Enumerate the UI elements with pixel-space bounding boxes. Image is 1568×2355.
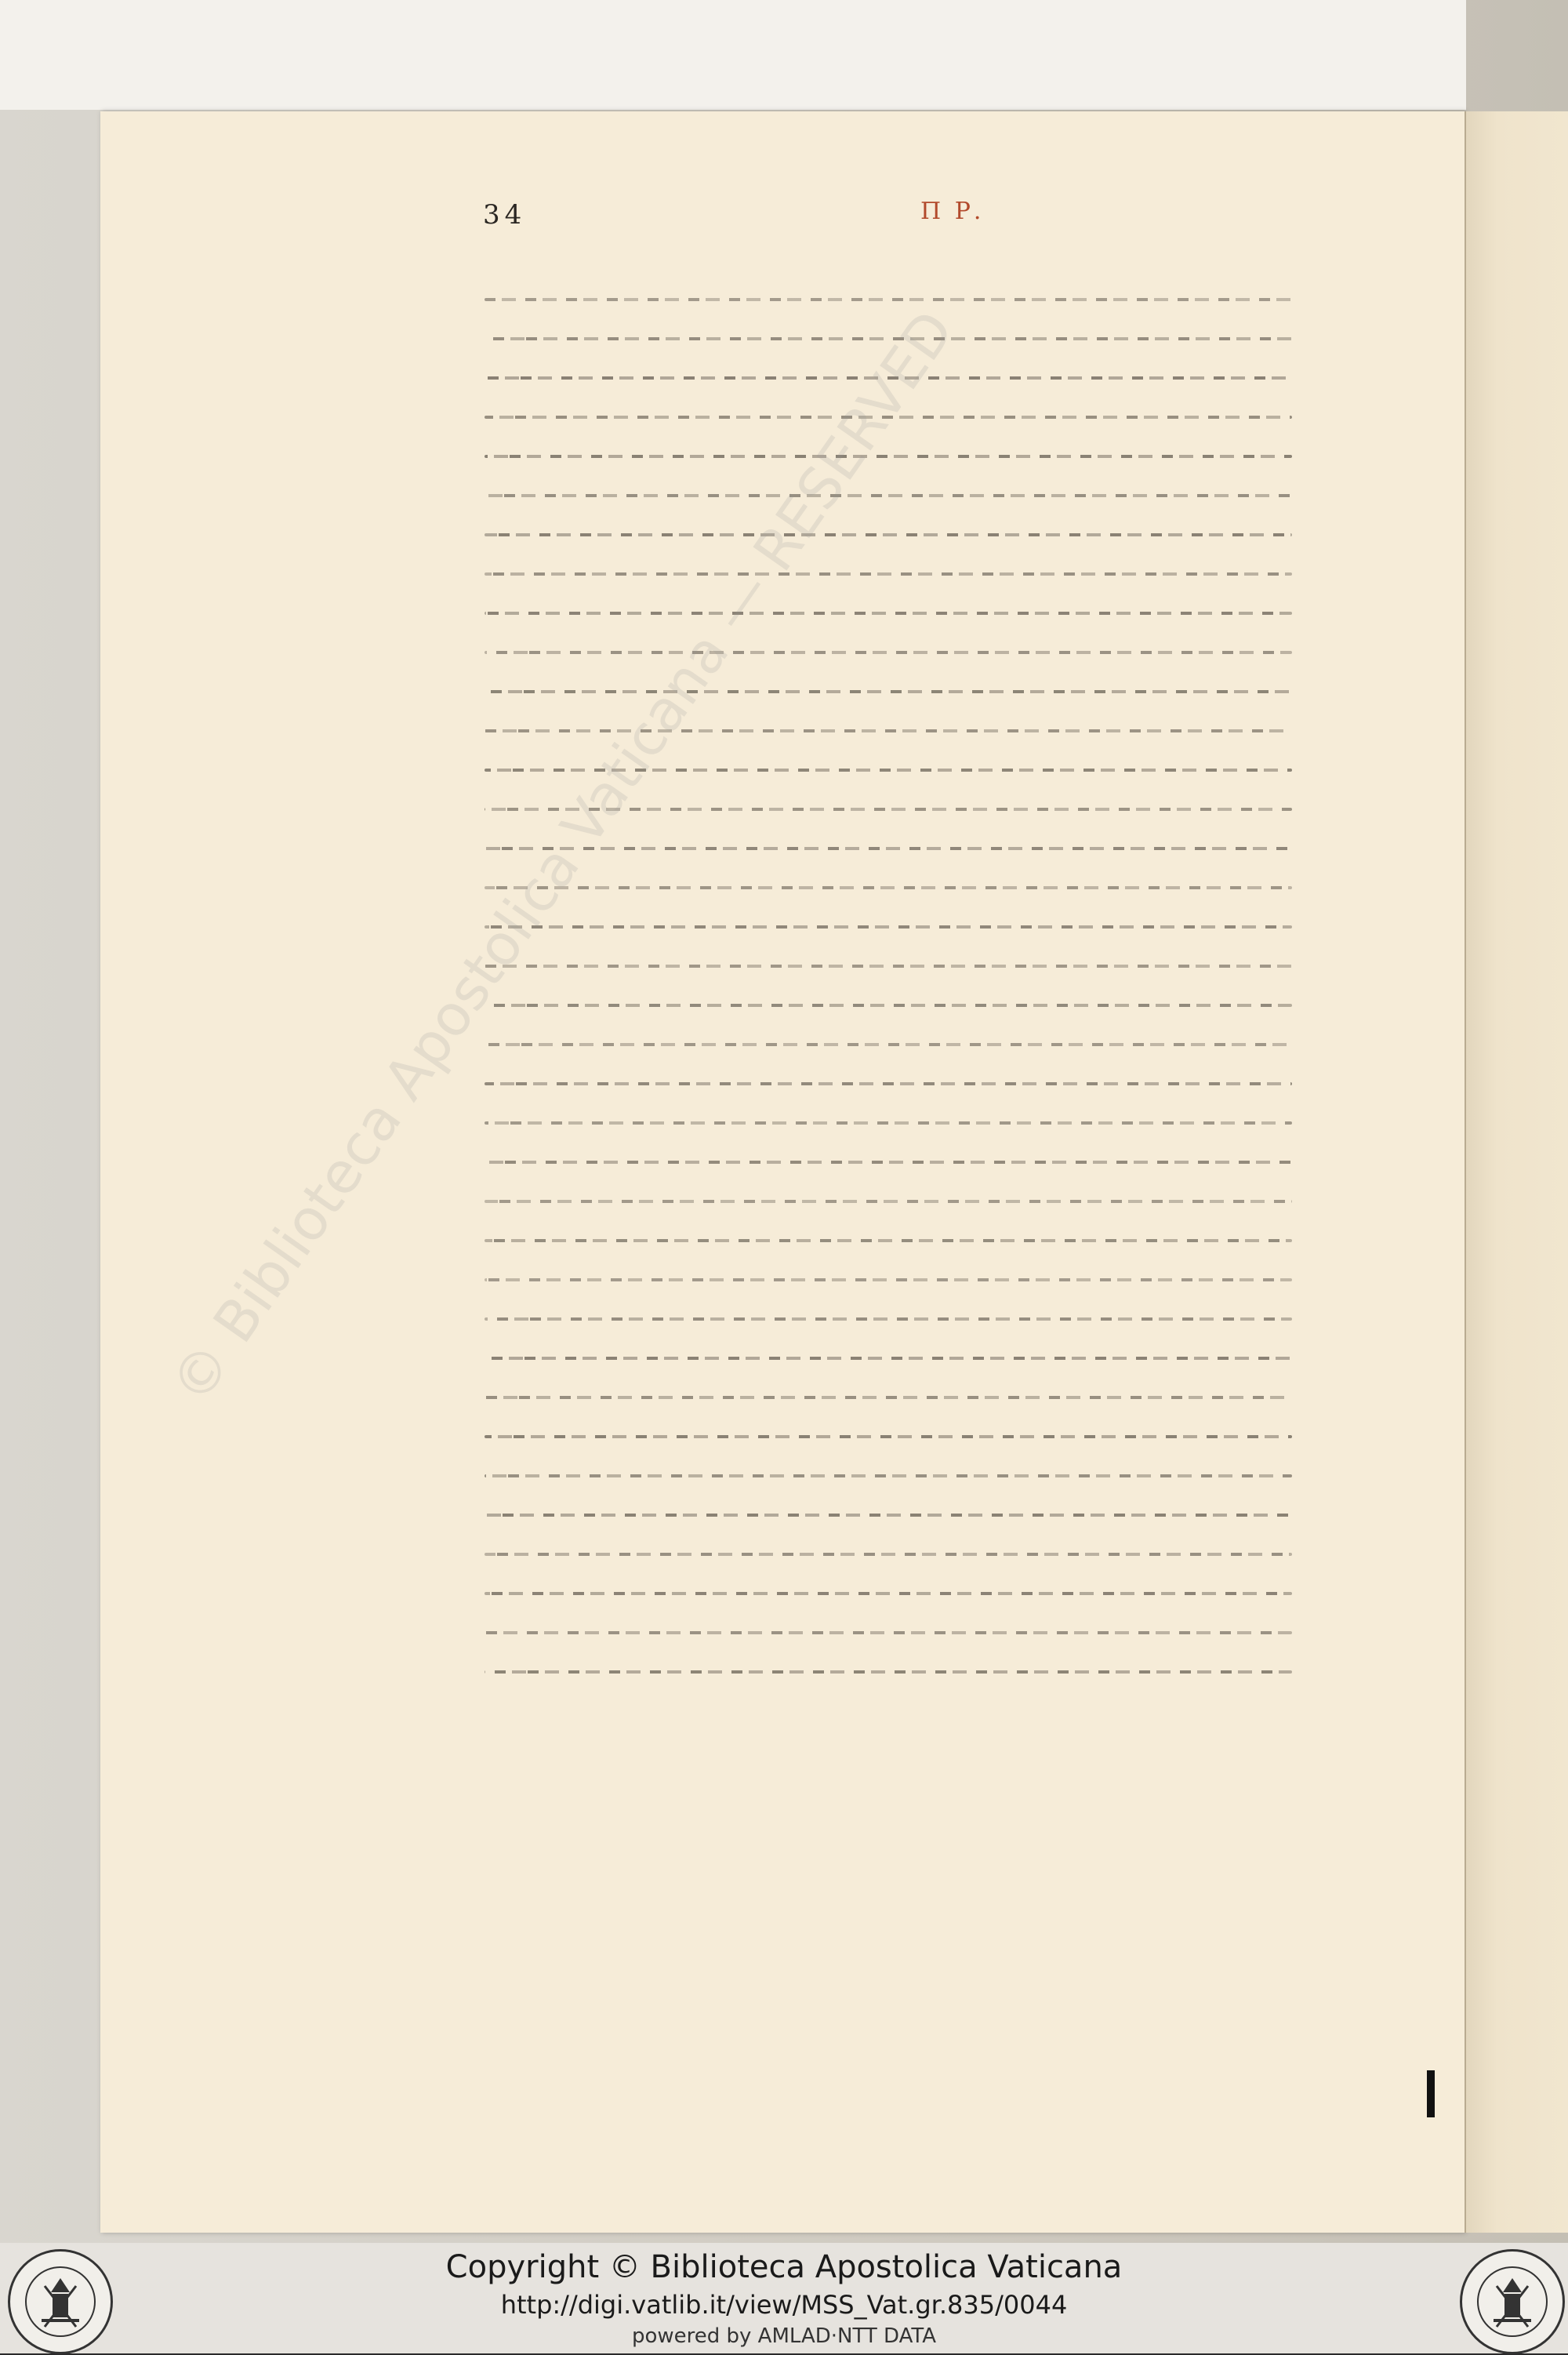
manuscript-line	[485, 965, 1292, 968]
manuscript-line	[485, 1357, 1292, 1360]
manuscript-line	[485, 1161, 1292, 1164]
manuscript-line	[485, 925, 1292, 929]
vatican-seal-icon	[1460, 2249, 1565, 2354]
manuscript-line	[485, 1474, 1292, 1477]
manuscript-line	[485, 1004, 1292, 1007]
top-sheet	[0, 0, 1466, 110]
manuscript-line	[485, 298, 1292, 301]
manuscript-line	[485, 1435, 1292, 1438]
page-tab-marker	[1427, 2070, 1435, 2117]
manuscript-line	[485, 337, 1292, 340]
manuscript-line	[485, 1200, 1292, 1203]
page-number: 34	[483, 199, 527, 231]
manuscript-line	[485, 1278, 1292, 1281]
manuscript-line	[485, 1631, 1292, 1634]
facing-page-edge	[1465, 111, 1568, 2233]
manuscript-line	[485, 455, 1292, 458]
manuscript-line	[485, 494, 1292, 497]
manuscript-line	[485, 847, 1292, 850]
manuscript-line	[485, 886, 1292, 889]
manuscript-text-block	[485, 284, 1292, 1695]
manuscript-line	[485, 1239, 1292, 1242]
manuscript-line	[485, 416, 1292, 419]
manuscript-line	[485, 808, 1292, 811]
source-url[interactable]: http://digi.vatlib.it/view/MSS_Vat.gr.835/0044	[500, 2290, 1068, 2320]
manuscript-line	[485, 1514, 1292, 1517]
manuscript-line	[485, 769, 1292, 772]
manuscript-line	[485, 1121, 1292, 1125]
manuscript-line	[485, 533, 1292, 536]
manuscript-line	[485, 376, 1292, 380]
powered-by-text: powered by AMLAD·NTT DATA	[631, 2324, 937, 2348]
footer	[0, 2243, 1568, 2353]
copyright-text: Copyright © Biblioteca Apostolica Vaticana	[445, 2249, 1123, 2285]
manuscript-line	[485, 612, 1292, 615]
manuscript-line	[485, 1396, 1292, 1399]
manuscript-line	[485, 1592, 1292, 1595]
manuscript-line	[485, 1553, 1292, 1556]
manuscript-line	[485, 1043, 1292, 1046]
manuscript-line	[485, 651, 1292, 654]
manuscript-line	[485, 572, 1292, 576]
header-rubric: Π Ρ.	[920, 198, 985, 225]
manuscript-line	[485, 1317, 1292, 1321]
manuscript-line	[485, 1082, 1292, 1085]
manuscript-line	[485, 1670, 1292, 1674]
manuscript-line	[485, 690, 1292, 693]
manuscript-line	[485, 729, 1292, 732]
